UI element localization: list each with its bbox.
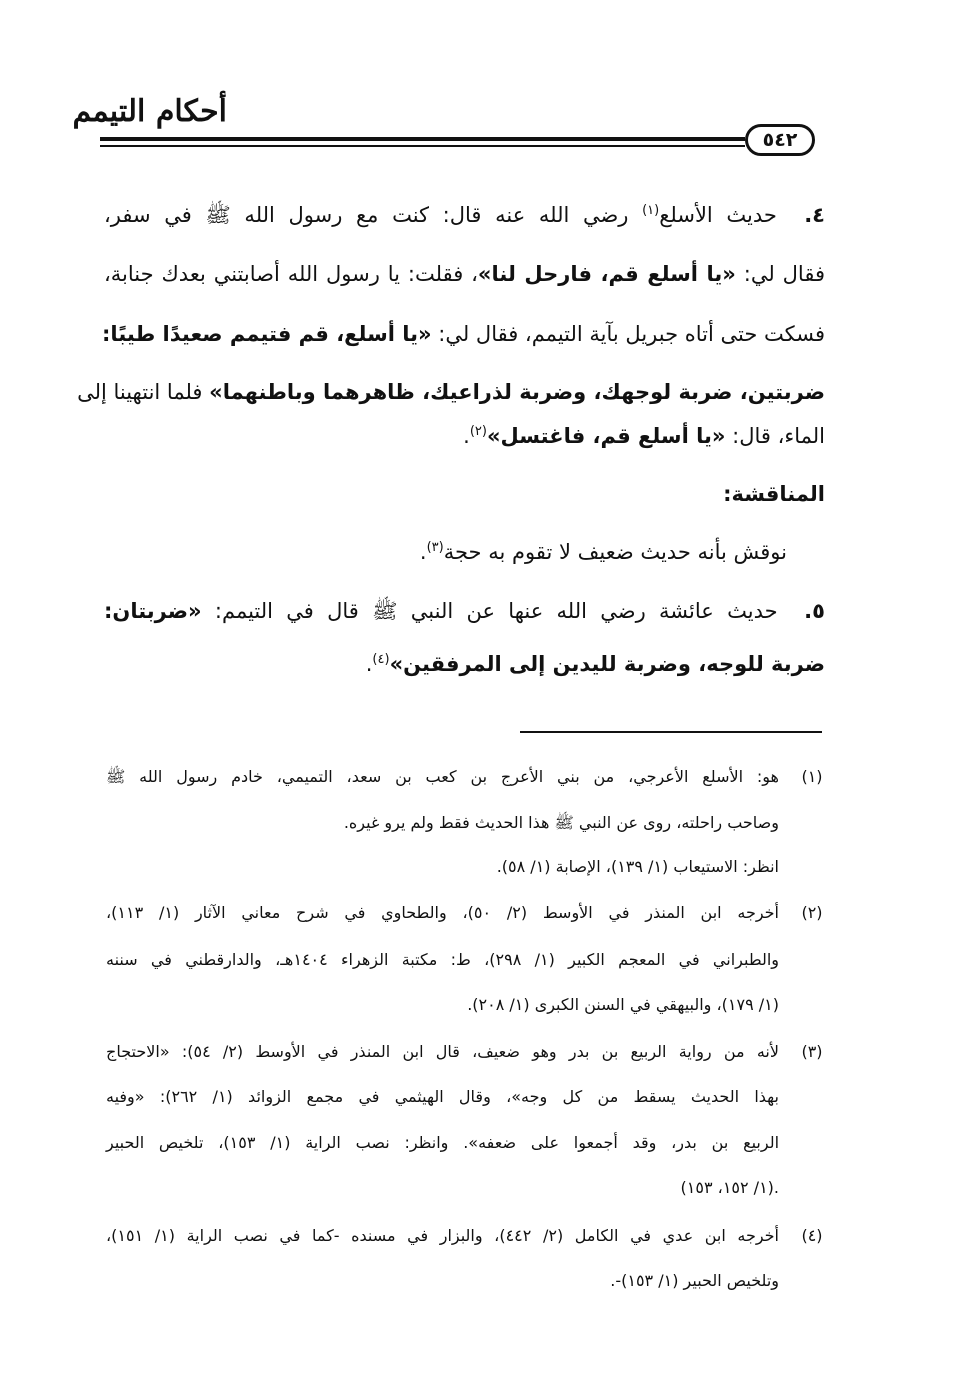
footnote-number-4: (٤) — [801, 1226, 823, 1245]
footnote-ref-3[interactable]: (٣) — [426, 540, 444, 555]
footnote-1-line-1: هو: الأسلع الأعرجي، من بني الأعرج بن كعب بن سعد، التميمي، خادم رسول الله ﷺ — [106, 767, 779, 786]
text: حديث عائشة رضي الله عنها عن النبي ﷺ قال في التيمم: — [214, 599, 778, 623]
hadith-quote: ضربة للوجه، وضربة لليدين إلى المرفقين» — [389, 652, 825, 676]
running-header-title: أحكام التيمم — [72, 94, 227, 129]
text: . — [419, 540, 427, 564]
footnote-2-line-3: (١/ ١٧٩)، والبيهقي في السنن الكبرى (١/ ٢٠٨). — [467, 995, 779, 1014]
text: فقال لي: — [743, 262, 825, 286]
text: ، فقلت: يا رسول الله أصابتني بعدك جنابة، — [104, 262, 478, 286]
footnote-number-2: (٢) — [801, 903, 823, 922]
footnote-4-line-2: وتلخيص الحبير (١/ ١٥٣)-. — [610, 1271, 779, 1290]
footnote-ref-4[interactable]: (٤) — [372, 652, 390, 667]
paragraph-4-line-2 — [104, 262, 825, 286]
paragraph-4-line-5 — [463, 424, 825, 448]
page-number-badge: ٥٤٢ — [745, 124, 815, 156]
footnote-2-line-2: والطبراني في المعجم الكبير (١/ ٢٩٨)، ط: مكتبة الزهراء ١٤٠٤هـ، والدارقطني في سننه — [106, 950, 779, 969]
text: فلما انتهينا إلى — [77, 380, 203, 404]
footnote-separator — [520, 731, 822, 733]
hadith-quote: «يا أسلع قم، فاغتسل» — [486, 424, 726, 448]
footnote-3-line-2: بهذا الحديث يسقط من كل وجه»، وقال الهيثمي في مجمع الزوائد (١/ ٢٦٢): «وفيه — [106, 1087, 779, 1106]
hadith-quote: «يا أسلع، قم فتيمم صعيدًا طيبًا: — [102, 322, 432, 346]
footnote-4-line-1: أخرجه ابن عدي في الكامل (٢/ ٤٤٢)، والبزار في مسنده -كما في نصب الراية (١/ ١٥١)، — [106, 1226, 779, 1245]
hadith-quote: «يا أسلع قم، فارحل لنا» — [477, 262, 736, 286]
footnote-3-line-3: الربيع بن بدر، وقد أجمعوا على ضعفه». وانظر: نصب الراية (١/ ١٥٣)، تلخيص الحبير — [106, 1133, 780, 1152]
text: . — [365, 652, 373, 676]
footnote-1-line-2: وصاحب راحلته، روى عن النبي ﷺ هذا الحديث فقط ولم يرو غيره. — [343, 813, 779, 832]
paragraph-5-line-1 — [104, 598, 825, 629]
footnote-3-line-4: (١/ ١٥٢، ١٥٣). — [680, 1178, 779, 1197]
footnote-1-line-3: انظر: الاستيعاب (١/ ١٣٩)، الإصابة (١/ ٥٨). — [496, 857, 779, 876]
text: الماء، قال: — [732, 424, 825, 448]
discussion-line — [420, 540, 787, 564]
text: رضي الله عنه قال: كنت مع رسول الله ﷺ في سفر، — [104, 203, 629, 227]
hadith-quote: ضربتين، ضربة لوجهك، وضربة لذراعيك، ظاهرهما وباطنهما» — [209, 380, 825, 404]
footnote-ref-2[interactable]: (٢) — [469, 424, 487, 439]
paragraph-4-line-1 — [104, 202, 825, 233]
footnote-ref-1[interactable]: (١) — [642, 203, 660, 218]
header-rule-thick — [100, 137, 745, 141]
footnote-number-3: (٣) — [801, 1042, 823, 1061]
hadith-quote: «ضربتان: — [104, 599, 202, 623]
text: نوقش بأنه حديث ضعيف لا تقوم به حجة — [443, 540, 787, 564]
text: . — [463, 424, 470, 448]
header-rule-thin — [100, 145, 745, 147]
text: حديث الأسلع — [659, 203, 777, 227]
footnote-2-line-1: أخرجه ابن المنذر في الأوسط (٢/ ٥٠)، والطحاوي في شرح معاني الآثار (١/ ١١٣)، — [106, 903, 779, 922]
text: فسكت حتى أتاه جبريل بآية التيمم، فقال لي: — [438, 322, 825, 346]
discussion-heading: المناقشة: — [723, 482, 825, 506]
item-number-4: ٤. — [804, 203, 825, 227]
paragraph-4-line-4 — [77, 380, 825, 404]
footnote-number-1: (١) — [801, 767, 823, 786]
paragraph-5-line-2 — [366, 652, 825, 676]
footnote-3-line-1: لأنه من رواية الربيع بن بدر وهو ضعيف، قال ابن المنذر في الأوسط (٢/ ٥٤): «الاحتجاج — [106, 1042, 780, 1061]
paragraph-4-line-3 — [104, 322, 825, 346]
item-number-5: ٥. — [804, 599, 825, 623]
